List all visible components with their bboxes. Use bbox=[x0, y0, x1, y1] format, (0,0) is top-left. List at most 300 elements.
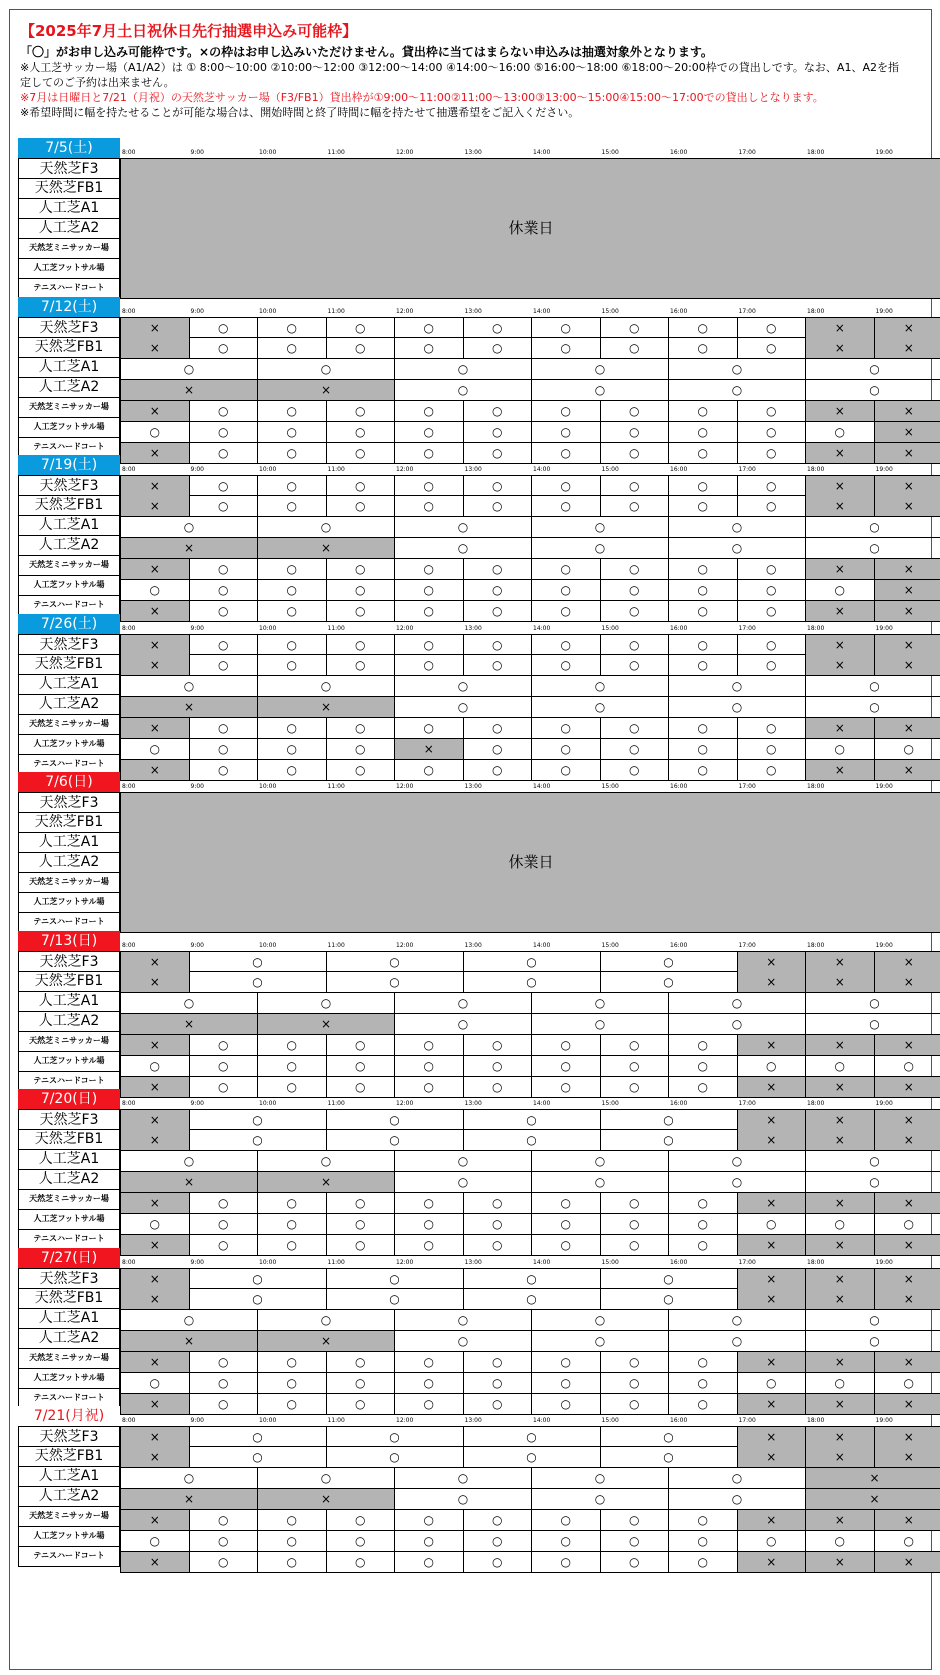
slot-available[interactable]: ○ bbox=[464, 443, 533, 463]
slot-available[interactable]: ○ bbox=[669, 476, 738, 496]
slot-available[interactable]: ○ bbox=[258, 476, 327, 496]
slot-available[interactable]: ○ bbox=[258, 655, 327, 675]
slot-available[interactable]: ○ bbox=[464, 1373, 533, 1393]
slot-available[interactable]: ○ bbox=[738, 739, 807, 759]
slot-available[interactable]: ○ bbox=[395, 318, 464, 338]
slot-available[interactable]: ○ bbox=[258, 676, 395, 696]
slot-available[interactable]: ○ bbox=[601, 1447, 738, 1467]
slot-available[interactable]: ○ bbox=[258, 1352, 327, 1372]
slot-available[interactable]: ○ bbox=[532, 380, 669, 400]
slot-available[interactable]: ○ bbox=[601, 655, 670, 675]
slot-available[interactable]: ○ bbox=[601, 1130, 738, 1150]
slot-available[interactable]: ○ bbox=[121, 517, 258, 537]
slot-available[interactable]: ○ bbox=[327, 1552, 396, 1572]
slot-available[interactable]: ○ bbox=[258, 401, 327, 421]
slot-available[interactable]: ○ bbox=[258, 1510, 327, 1530]
slot-available[interactable]: ○ bbox=[395, 1489, 532, 1509]
slot-available[interactable]: ○ bbox=[190, 1352, 259, 1372]
slot-available[interactable]: ○ bbox=[669, 380, 806, 400]
slot-available[interactable]: ○ bbox=[669, 496, 738, 516]
slot-available[interactable]: ○ bbox=[669, 655, 738, 675]
slot-available[interactable]: ○ bbox=[532, 580, 601, 600]
slot-available[interactable]: ○ bbox=[327, 1447, 464, 1467]
slot-available[interactable]: ○ bbox=[532, 993, 669, 1013]
slot-available[interactable]: ○ bbox=[258, 1394, 327, 1414]
slot-available[interactable]: ○ bbox=[601, 1510, 670, 1530]
slot-available[interactable]: ○ bbox=[395, 476, 464, 496]
slot-available[interactable]: ○ bbox=[532, 676, 669, 696]
slot-available[interactable]: ○ bbox=[869, 996, 880, 1010]
slot-available[interactable]: ○ bbox=[121, 1310, 258, 1330]
slot-available[interactable]: ○ bbox=[327, 318, 396, 338]
slot-available[interactable]: ○ bbox=[669, 1193, 738, 1213]
slot-available[interactable]: ○ bbox=[806, 422, 875, 442]
slot-available[interactable]: ○ bbox=[806, 1056, 875, 1076]
slot-available[interactable]: ○ bbox=[258, 1468, 395, 1488]
slot-available[interactable]: ○ bbox=[532, 1352, 601, 1372]
slot-available[interactable]: ○ bbox=[669, 1552, 738, 1572]
slot-available[interactable]: ○ bbox=[532, 1552, 601, 1572]
slot-available[interactable]: ○ bbox=[601, 718, 670, 738]
slot-available[interactable]: ○ bbox=[601, 318, 670, 338]
slot-available[interactable]: ○ bbox=[532, 1531, 601, 1551]
slot-available[interactable]: ○ bbox=[258, 422, 327, 442]
slot-available[interactable]: ○ bbox=[395, 993, 532, 1013]
slot-available[interactable]: ○ bbox=[669, 1510, 738, 1530]
slot-available[interactable]: ○ bbox=[532, 318, 601, 338]
slot-available[interactable]: ○ bbox=[395, 676, 532, 696]
slot-available[interactable]: ○ bbox=[327, 1289, 464, 1309]
slot-available[interactable]: ○ bbox=[327, 972, 464, 992]
slot-available[interactable]: ○ bbox=[190, 1056, 259, 1076]
slot-available[interactable]: ○ bbox=[395, 443, 464, 463]
slot-available[interactable]: ○ bbox=[601, 1035, 670, 1055]
slot-available[interactable]: ○ bbox=[532, 1014, 669, 1034]
slot-available[interactable]: ○ bbox=[327, 1077, 396, 1097]
slot-available[interactable]: ○ bbox=[601, 1352, 670, 1372]
slot-available[interactable]: ○ bbox=[669, 401, 738, 421]
slot-available[interactable]: ○ bbox=[464, 1130, 601, 1150]
slot-available[interactable]: ○ bbox=[738, 760, 807, 780]
slot-available[interactable]: ○ bbox=[327, 443, 396, 463]
slot-available[interactable]: ○ bbox=[464, 1110, 601, 1130]
slot-available[interactable]: ○ bbox=[395, 538, 532, 558]
slot-available[interactable]: ○ bbox=[532, 401, 601, 421]
slot-available[interactable]: ○ bbox=[532, 635, 601, 655]
slot-available[interactable]: ○ bbox=[327, 760, 396, 780]
slot-available[interactable]: ○ bbox=[464, 1035, 533, 1055]
slot-available[interactable]: ○ bbox=[258, 496, 327, 516]
slot-available[interactable]: ○ bbox=[601, 601, 670, 621]
slot-available[interactable]: ○ bbox=[601, 972, 738, 992]
slot-available[interactable]: ○ bbox=[258, 635, 327, 655]
slot-available[interactable]: ○ bbox=[669, 1489, 806, 1509]
slot-available[interactable]: ○ bbox=[190, 476, 259, 496]
slot-available[interactable]: ○ bbox=[601, 476, 670, 496]
slot-available[interactable]: ○ bbox=[258, 1310, 395, 1330]
slot-available[interactable]: ○ bbox=[190, 443, 259, 463]
slot-available[interactable]: ○ bbox=[190, 1373, 259, 1393]
slot-available[interactable]: ○ bbox=[327, 952, 464, 972]
slot-available[interactable]: ○ bbox=[327, 1056, 396, 1076]
slot-available[interactable]: ○ bbox=[327, 338, 396, 358]
slot-available[interactable]: ○ bbox=[395, 760, 464, 780]
slot-available[interactable]: ○ bbox=[601, 1289, 738, 1309]
slot-available[interactable]: ○ bbox=[869, 679, 880, 693]
slot-available[interactable]: ○ bbox=[464, 1214, 533, 1234]
slot-available[interactable]: ○ bbox=[532, 601, 601, 621]
slot-available[interactable]: ○ bbox=[464, 422, 533, 442]
slot-available[interactable]: ○ bbox=[395, 1056, 464, 1076]
slot-available[interactable]: ○ bbox=[190, 422, 259, 442]
slot-available[interactable]: ○ bbox=[190, 1193, 259, 1213]
slot-available[interactable]: ○ bbox=[601, 580, 670, 600]
slot-available[interactable]: ○ bbox=[669, 517, 806, 537]
slot-available[interactable]: ○ bbox=[532, 517, 669, 537]
slot-available[interactable]: ○ bbox=[669, 1151, 806, 1171]
slot-available[interactable]: ○ bbox=[190, 1427, 327, 1447]
slot-available[interactable]: ○ bbox=[532, 1035, 601, 1055]
slot-available[interactable]: ○ bbox=[532, 1235, 601, 1255]
slot-available[interactable]: ○ bbox=[395, 496, 464, 516]
slot-available[interactable]: ○ bbox=[532, 760, 601, 780]
slot-available[interactable]: ○ bbox=[869, 1313, 880, 1327]
slot-available[interactable]: ○ bbox=[395, 1193, 464, 1213]
slot-available[interactable]: ○ bbox=[601, 1056, 670, 1076]
slot-available[interactable]: ○ bbox=[601, 1531, 670, 1551]
slot-available[interactable]: ○ bbox=[258, 601, 327, 621]
slot-available[interactable]: ○ bbox=[738, 718, 807, 738]
slot-available[interactable]: ○ bbox=[669, 1172, 806, 1192]
slot-available[interactable]: ○ bbox=[258, 318, 327, 338]
slot-available[interactable]: ○ bbox=[532, 1077, 601, 1097]
slot-available[interactable]: ○ bbox=[258, 1035, 327, 1055]
slot-available[interactable]: ○ bbox=[464, 401, 533, 421]
slot-available[interactable]: ○ bbox=[806, 1214, 875, 1234]
slot-available[interactable]: ○ bbox=[190, 1214, 259, 1234]
slot-available[interactable]: ○ bbox=[669, 676, 806, 696]
slot-available[interactable]: ○ bbox=[464, 496, 533, 516]
slot-available[interactable]: ○ bbox=[532, 1193, 601, 1213]
slot-available[interactable]: ○ bbox=[395, 422, 464, 442]
slot-available[interactable]: ○ bbox=[258, 443, 327, 463]
slot-available[interactable]: ○ bbox=[190, 1269, 327, 1289]
slot-available[interactable]: ○ bbox=[464, 601, 533, 621]
slot-available[interactable]: ○ bbox=[395, 580, 464, 600]
slot-available[interactable]: ○ bbox=[327, 1269, 464, 1289]
slot-available[interactable]: ○ bbox=[669, 1394, 738, 1414]
slot-available[interactable]: ○ bbox=[258, 1056, 327, 1076]
slot-available[interactable]: ○ bbox=[395, 1310, 532, 1330]
slot-available[interactable]: ○ bbox=[738, 1373, 807, 1393]
slot-available[interactable]: ○ bbox=[669, 1331, 806, 1351]
slot-available[interactable]: ○ bbox=[464, 1531, 533, 1551]
slot-available[interactable]: ○ bbox=[669, 718, 738, 738]
slot-available[interactable]: ○ bbox=[327, 1352, 396, 1372]
slot-available[interactable]: ○ bbox=[738, 580, 807, 600]
slot-available[interactable]: ○ bbox=[395, 1235, 464, 1255]
slot-available[interactable]: ○ bbox=[738, 1056, 807, 1076]
slot-available[interactable]: ○ bbox=[464, 655, 533, 675]
slot-available[interactable]: ○ bbox=[190, 1077, 259, 1097]
slot-available[interactable]: ○ bbox=[190, 601, 259, 621]
slot-available[interactable]: ○ bbox=[532, 718, 601, 738]
slot-available[interactable]: ○ bbox=[669, 1056, 738, 1076]
slot-available[interactable]: ○ bbox=[395, 1331, 532, 1351]
slot-available[interactable]: ○ bbox=[190, 559, 259, 579]
slot-available[interactable]: ○ bbox=[190, 718, 259, 738]
slot-available[interactable]: ○ bbox=[190, 580, 259, 600]
slot-available[interactable]: ○ bbox=[464, 1077, 533, 1097]
slot-available[interactable]: ○ bbox=[190, 1552, 259, 1572]
slot-available[interactable]: ○ bbox=[532, 338, 601, 358]
slot-available[interactable]: ○ bbox=[738, 338, 807, 358]
slot-available[interactable]: ○ bbox=[738, 443, 807, 463]
slot-available[interactable]: ○ bbox=[258, 517, 395, 537]
slot-available[interactable]: ○ bbox=[190, 760, 259, 780]
slot-available[interactable]: ○ bbox=[190, 401, 259, 421]
slot-available[interactable]: ○ bbox=[464, 1269, 601, 1289]
slot-available[interactable]: ○ bbox=[190, 1447, 327, 1467]
slot-available[interactable]: ○ bbox=[669, 1014, 806, 1034]
slot-available[interactable]: ○ bbox=[258, 739, 327, 759]
slot-available[interactable]: ○ bbox=[669, 697, 806, 717]
slot-available[interactable]: ○ bbox=[395, 517, 532, 537]
slot-available[interactable]: ○ bbox=[806, 580, 875, 600]
slot-available[interactable]: ○ bbox=[869, 1175, 880, 1189]
slot-available[interactable]: ○ bbox=[669, 1373, 738, 1393]
slot-available[interactable]: ○ bbox=[395, 601, 464, 621]
slot-available[interactable]: ○ bbox=[532, 1151, 669, 1171]
slot-available[interactable]: ○ bbox=[601, 1427, 738, 1447]
slot-available[interactable]: ○ bbox=[601, 401, 670, 421]
slot-available[interactable]: ○ bbox=[464, 972, 601, 992]
slot-available[interactable]: ○ bbox=[258, 1151, 395, 1171]
slot-available[interactable]: ○ bbox=[806, 739, 875, 759]
slot-available[interactable]: ○ bbox=[532, 697, 669, 717]
slot-available[interactable]: ○ bbox=[869, 700, 880, 714]
slot-available[interactable]: ○ bbox=[395, 359, 532, 379]
slot-available[interactable]: ○ bbox=[669, 1035, 738, 1055]
slot-available[interactable]: ○ bbox=[190, 1130, 327, 1150]
slot-available[interactable]: ○ bbox=[532, 443, 601, 463]
slot-available[interactable]: ○ bbox=[669, 601, 738, 621]
slot-available[interactable]: ○ bbox=[395, 1214, 464, 1234]
slot-available[interactable]: ○ bbox=[327, 1394, 396, 1414]
slot-available[interactable]: ○ bbox=[601, 1235, 670, 1255]
slot-available[interactable]: ○ bbox=[258, 1077, 327, 1097]
slot-available[interactable]: ○ bbox=[327, 655, 396, 675]
slot-available[interactable]: ○ bbox=[669, 1468, 806, 1488]
slot-available[interactable]: ○ bbox=[190, 635, 259, 655]
slot-available[interactable]: ○ bbox=[869, 1334, 880, 1348]
slot-available[interactable]: ○ bbox=[190, 1035, 259, 1055]
slot-available[interactable]: ○ bbox=[669, 443, 738, 463]
slot-available[interactable]: ○ bbox=[258, 1214, 327, 1234]
slot-available[interactable]: ○ bbox=[669, 559, 738, 579]
slot-available[interactable]: ○ bbox=[903, 1534, 914, 1548]
slot-available[interactable]: ○ bbox=[121, 422, 190, 442]
slot-available[interactable]: ○ bbox=[121, 1151, 258, 1171]
slot-available[interactable]: ○ bbox=[601, 1269, 738, 1289]
slot-available[interactable]: ○ bbox=[669, 318, 738, 338]
slot-available[interactable]: ○ bbox=[464, 1510, 533, 1530]
slot-available[interactable]: ○ bbox=[464, 1056, 533, 1076]
slot-available[interactable]: ○ bbox=[190, 318, 259, 338]
slot-available[interactable]: ○ bbox=[869, 1017, 880, 1031]
slot-available[interactable]: ○ bbox=[327, 559, 396, 579]
slot-available[interactable]: ○ bbox=[464, 338, 533, 358]
slot-available[interactable]: ○ bbox=[327, 1130, 464, 1150]
slot-available[interactable]: ○ bbox=[869, 383, 880, 397]
slot-available[interactable]: ○ bbox=[532, 1468, 669, 1488]
slot-available[interactable]: ○ bbox=[258, 1531, 327, 1551]
slot-available[interactable]: ○ bbox=[395, 1531, 464, 1551]
slot-available[interactable]: ○ bbox=[464, 476, 533, 496]
slot-available[interactable]: ○ bbox=[327, 1110, 464, 1130]
slot-available[interactable]: ○ bbox=[738, 401, 807, 421]
slot-available[interactable]: ○ bbox=[190, 1110, 327, 1130]
slot-available[interactable]: ○ bbox=[669, 993, 806, 1013]
slot-available[interactable]: ○ bbox=[464, 1394, 533, 1414]
slot-available[interactable]: ○ bbox=[532, 1214, 601, 1234]
slot-available[interactable]: ○ bbox=[669, 760, 738, 780]
slot-available[interactable]: ○ bbox=[601, 559, 670, 579]
slot-available[interactable]: ○ bbox=[258, 1235, 327, 1255]
slot-available[interactable]: ○ bbox=[532, 1172, 669, 1192]
slot-available[interactable]: ○ bbox=[190, 739, 259, 759]
slot-available[interactable]: ○ bbox=[190, 972, 327, 992]
slot-available[interactable]: ○ bbox=[395, 1373, 464, 1393]
slot-available[interactable]: ○ bbox=[601, 1552, 670, 1572]
slot-available[interactable]: ○ bbox=[532, 739, 601, 759]
slot-available[interactable]: ○ bbox=[395, 1352, 464, 1372]
slot-available[interactable]: ○ bbox=[738, 496, 807, 516]
slot-available[interactable]: ○ bbox=[532, 1489, 669, 1509]
slot-available[interactable]: ○ bbox=[190, 1531, 259, 1551]
slot-available[interactable]: ○ bbox=[669, 422, 738, 442]
slot-available[interactable]: ○ bbox=[738, 476, 807, 496]
slot-available[interactable]: ○ bbox=[327, 1427, 464, 1447]
slot-available[interactable]: ○ bbox=[738, 422, 807, 442]
slot-available[interactable]: ○ bbox=[121, 1468, 258, 1488]
slot-available[interactable]: ○ bbox=[395, 697, 532, 717]
slot-available[interactable]: ○ bbox=[464, 1352, 533, 1372]
slot-available[interactable]: ○ bbox=[532, 476, 601, 496]
slot-available[interactable]: ○ bbox=[669, 635, 738, 655]
slot-available[interactable]: ○ bbox=[464, 559, 533, 579]
slot-available[interactable]: ○ bbox=[903, 742, 914, 756]
slot-available[interactable]: ○ bbox=[258, 1552, 327, 1572]
slot-available[interactable]: ○ bbox=[464, 760, 533, 780]
slot-available[interactable]: ○ bbox=[190, 1235, 259, 1255]
slot-available[interactable]: ○ bbox=[532, 1510, 601, 1530]
slot-available[interactable]: ○ bbox=[669, 1214, 738, 1234]
slot-available[interactable]: ○ bbox=[669, 1531, 738, 1551]
slot-available[interactable]: ○ bbox=[601, 760, 670, 780]
slot-available[interactable]: ○ bbox=[669, 739, 738, 759]
slot-available[interactable]: ○ bbox=[395, 401, 464, 421]
slot-available[interactable]: ○ bbox=[395, 1510, 464, 1530]
slot-available[interactable]: ○ bbox=[327, 739, 396, 759]
slot-available[interactable]: ○ bbox=[532, 538, 669, 558]
slot-available[interactable]: ○ bbox=[258, 1373, 327, 1393]
slot-available[interactable]: ○ bbox=[327, 422, 396, 442]
slot-available[interactable]: ○ bbox=[121, 739, 190, 759]
slot-available[interactable]: ○ bbox=[806, 1373, 875, 1393]
slot-available[interactable]: ○ bbox=[258, 359, 395, 379]
slot-available[interactable]: ○ bbox=[601, 1394, 670, 1414]
slot-available[interactable]: ○ bbox=[327, 1235, 396, 1255]
slot-available[interactable]: ○ bbox=[738, 1214, 807, 1234]
slot-available[interactable]: ○ bbox=[258, 580, 327, 600]
slot-available[interactable]: ○ bbox=[532, 1331, 669, 1351]
slot-available[interactable]: ○ bbox=[190, 338, 259, 358]
slot-available[interactable]: ○ bbox=[669, 1310, 806, 1330]
slot-available[interactable]: ○ bbox=[395, 1468, 532, 1488]
slot-available[interactable]: ○ bbox=[532, 1310, 669, 1330]
slot-available[interactable]: ○ bbox=[327, 635, 396, 655]
slot-available[interactable]: ○ bbox=[738, 655, 807, 675]
slot-available[interactable]: ○ bbox=[190, 1289, 327, 1309]
slot-available[interactable]: ○ bbox=[669, 1235, 738, 1255]
slot-available[interactable]: ○ bbox=[395, 1172, 532, 1192]
slot-available[interactable]: ○ bbox=[738, 559, 807, 579]
slot-available[interactable]: ○ bbox=[669, 1352, 738, 1372]
slot-available[interactable]: ○ bbox=[395, 1552, 464, 1572]
slot-available[interactable]: ○ bbox=[464, 739, 533, 759]
slot-available[interactable]: ○ bbox=[258, 760, 327, 780]
slot-available[interactable]: ○ bbox=[121, 993, 258, 1013]
slot-available[interactable]: ○ bbox=[395, 559, 464, 579]
slot-available[interactable]: ○ bbox=[464, 318, 533, 338]
slot-available[interactable]: ○ bbox=[327, 1531, 396, 1551]
slot-available[interactable]: ○ bbox=[121, 1373, 190, 1393]
slot-available[interactable]: ○ bbox=[806, 1531, 875, 1551]
slot-available[interactable]: ○ bbox=[395, 1394, 464, 1414]
slot-available[interactable]: ○ bbox=[395, 1077, 464, 1097]
slot-available[interactable]: ○ bbox=[601, 496, 670, 516]
slot-available[interactable]: ○ bbox=[738, 318, 807, 338]
slot-available[interactable]: ○ bbox=[258, 559, 327, 579]
slot-available[interactable]: ○ bbox=[258, 338, 327, 358]
slot-available[interactable]: ○ bbox=[532, 559, 601, 579]
slot-available[interactable]: ○ bbox=[601, 739, 670, 759]
slot-available[interactable]: ○ bbox=[464, 1427, 601, 1447]
slot-available[interactable]: ○ bbox=[903, 1376, 914, 1390]
slot-available[interactable]: ○ bbox=[669, 538, 806, 558]
slot-available[interactable]: ○ bbox=[532, 422, 601, 442]
slot-available[interactable]: ○ bbox=[869, 541, 880, 555]
slot-available[interactable]: ○ bbox=[601, 338, 670, 358]
slot-available[interactable]: ○ bbox=[327, 718, 396, 738]
slot-available[interactable]: ○ bbox=[327, 1035, 396, 1055]
slot-available[interactable]: ○ bbox=[738, 601, 807, 621]
slot-available[interactable]: ○ bbox=[395, 1035, 464, 1055]
slot-available[interactable]: ○ bbox=[190, 1394, 259, 1414]
slot-available[interactable]: ○ bbox=[327, 476, 396, 496]
slot-available[interactable]: ○ bbox=[464, 1447, 601, 1467]
slot-available[interactable]: ○ bbox=[327, 1510, 396, 1530]
slot-available[interactable]: ○ bbox=[903, 1217, 914, 1231]
slot-available[interactable]: ○ bbox=[121, 1214, 190, 1234]
slot-available[interactable]: ○ bbox=[121, 359, 258, 379]
slot-available[interactable]: ○ bbox=[601, 952, 738, 972]
slot-available[interactable]: ○ bbox=[601, 1193, 670, 1213]
slot-available[interactable]: ○ bbox=[601, 635, 670, 655]
slot-available[interactable]: ○ bbox=[327, 601, 396, 621]
slot-available[interactable]: ○ bbox=[258, 993, 395, 1013]
